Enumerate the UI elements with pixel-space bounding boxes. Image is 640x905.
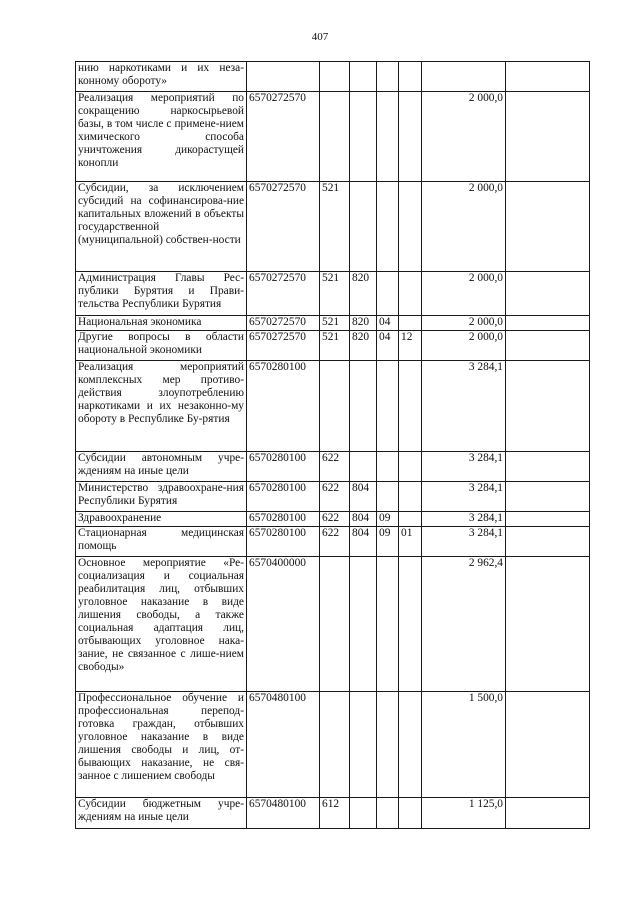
row-name: Субсидии автономным учре-ждениям на иные цели: [76, 452, 247, 482]
row-subsection: [399, 361, 422, 452]
table-row: [76, 272, 590, 316]
row-extra-cell: [506, 557, 590, 692]
row-subsection: [399, 62, 422, 92]
row-extra-cell: [506, 798, 590, 829]
row-expense-type: [320, 92, 350, 182]
row-subsection: [399, 692, 422, 798]
row-code: 6570280100: [247, 482, 320, 512]
row-admin: [350, 557, 377, 692]
row-expense-type: 612: [320, 798, 350, 829]
row-name: Министерство здравоохране-ния Республики Бурятия: [76, 482, 247, 512]
row-subsection: 12: [399, 331, 422, 361]
row-code: 6570280100: [247, 452, 320, 482]
row-expense-type: [320, 361, 350, 452]
row-subsection: [399, 272, 422, 316]
row-expense-type: 622: [320, 482, 350, 512]
row-name: Реализация мероприятий по сокращению наркосырьевой базы, в том числе с примене-нием химического способа уничтожения дикорастущей конопли: [76, 92, 247, 182]
row-subsection: [399, 92, 422, 182]
row-extra-cell: [506, 92, 590, 182]
row-code: 6570400000: [247, 557, 320, 692]
row-name: Стационарная медицинская помощь: [76, 527, 247, 557]
row-subsection: [399, 452, 422, 482]
row-section: [377, 182, 399, 272]
table-row: [76, 692, 590, 798]
row-subsection: [399, 798, 422, 829]
row-name: Основное мероприятие «Ре-социализация и социальная реабилитация лиц, отбывших уголовное наказание в виде лишения свободы, а также социальная адаптация лиц, отбывающих уголовное нака-зание, не связанное с лише-нием свободы»: [76, 557, 247, 692]
row-name: Другие вопросы в области национальной экономики: [76, 331, 247, 361]
row-section: 04: [377, 331, 399, 361]
row-expense-type: [320, 692, 350, 798]
row-admin: 804: [350, 527, 377, 557]
row-extra-cell: [506, 482, 590, 512]
row-sum: 2 000,0: [422, 272, 506, 316]
row-section: 09: [377, 527, 399, 557]
row-admin: 804: [350, 482, 377, 512]
row-expense-type: 521: [320, 272, 350, 316]
row-expense-type: 521: [320, 331, 350, 361]
row-admin: [350, 62, 377, 92]
row-section: [377, 482, 399, 512]
row-section: [377, 62, 399, 92]
row-admin: 820: [350, 316, 377, 331]
row-admin: 804: [350, 512, 377, 527]
row-expense-type: 521: [320, 182, 350, 272]
row-sum: 3 284,1: [422, 452, 506, 482]
row-expense-type: 622: [320, 527, 350, 557]
row-admin: [350, 452, 377, 482]
row-name: Реализация мероприятий комплексных мер противо-действия злоупотреблению наркотиками и их незаконно-му обороту в Республике Бу-рятия: [76, 361, 247, 452]
table-row: [76, 331, 590, 361]
row-subsection: [399, 316, 422, 331]
table-row: [76, 62, 590, 92]
table-row: [76, 361, 590, 452]
row-sum: 2 962,4: [422, 557, 506, 692]
row-subsection: [399, 482, 422, 512]
row-extra-cell: [506, 62, 590, 92]
table-row: [76, 482, 590, 512]
row-sum: 3 284,1: [422, 361, 506, 452]
row-section: [377, 452, 399, 482]
row-extra-cell: [506, 272, 590, 316]
row-sum: 2 000,0: [422, 92, 506, 182]
row-section: [377, 798, 399, 829]
row-extra-cell: [506, 316, 590, 331]
row-name: Субсидии, за исключением субсидий на софинансирова-ние капитальных вложений в объекты государственной (муниципальной) собствен-ности: [76, 182, 247, 272]
row-admin: 820: [350, 331, 377, 361]
table-row: [76, 798, 590, 829]
row-admin: [350, 182, 377, 272]
row-sum: 3 284,1: [422, 527, 506, 557]
row-sum: 3 284,1: [422, 512, 506, 527]
row-code: [247, 62, 320, 92]
row-sum: 3 284,1: [422, 482, 506, 512]
row-code: 6570480100: [247, 798, 320, 829]
row-name: Профессиональное обучение и профессиональная перепод-готовка граждан, отбывших уголовное наказание в виде лишения свободы и лиц, от-бывающих наказание, не свя-занное с лишением свободы: [76, 692, 247, 798]
row-admin: [350, 692, 377, 798]
table-row: [76, 182, 590, 272]
row-admin: 820: [350, 272, 377, 316]
budget-table: [75, 61, 590, 829]
row-expense-type: 622: [320, 452, 350, 482]
row-code: 6570480100: [247, 692, 320, 798]
table-row: [76, 452, 590, 482]
row-extra-cell: [506, 527, 590, 557]
table-row: [76, 316, 590, 331]
row-admin: [350, 92, 377, 182]
row-code: 6570272570: [247, 182, 320, 272]
row-section: 09: [377, 512, 399, 527]
row-section: [377, 92, 399, 182]
row-expense-type: 521: [320, 316, 350, 331]
row-extra-cell: [506, 692, 590, 798]
row-code: 6570272570: [247, 316, 320, 331]
table-row: [76, 557, 590, 692]
row-sum: 2 000,0: [422, 331, 506, 361]
page-number: 407: [311, 31, 329, 43]
row-code: 6570272570: [247, 272, 320, 316]
table-row: [76, 512, 590, 527]
row-name: нию наркотиками и их неза-конному обороту»: [76, 62, 247, 92]
row-extra-cell: [506, 512, 590, 527]
row-sum: 2 000,0: [422, 316, 506, 331]
row-name: Здравоохранение: [76, 512, 247, 527]
row-name: Субсидии бюджетным учре-ждениям на иные цели: [76, 798, 247, 829]
row-section: [377, 361, 399, 452]
row-name: Администрация Главы Рес-публики Бурятия и Прави-тельства Республики Бурятия: [76, 272, 247, 316]
row-expense-type: [320, 62, 350, 92]
row-admin: [350, 361, 377, 452]
row-sum: 2 000,0: [422, 182, 506, 272]
row-extra-cell: [506, 361, 590, 452]
row-code: 6570272570: [247, 92, 320, 182]
row-subsection: [399, 182, 422, 272]
row-section: [377, 692, 399, 798]
row-extra-cell: [506, 182, 590, 272]
row-extra-cell: [506, 331, 590, 361]
row-subsection: 01: [399, 527, 422, 557]
row-code: 6570280100: [247, 512, 320, 527]
row-subsection: [399, 512, 422, 527]
row-extra-cell: [506, 452, 590, 482]
row-sum: 1 125,0: [422, 798, 506, 829]
row-sum: 1 500,0: [422, 692, 506, 798]
row-section: 04: [377, 316, 399, 331]
row-code: 6570280100: [247, 361, 320, 452]
row-admin: [350, 798, 377, 829]
row-subsection: [399, 557, 422, 692]
row-code: 6570272570: [247, 331, 320, 361]
row-code: 6570280100: [247, 527, 320, 557]
table-row: [76, 527, 590, 557]
table-row: [76, 92, 590, 182]
row-name: Национальная экономика: [76, 316, 247, 331]
row-sum: [422, 62, 506, 92]
row-expense-type: 622: [320, 512, 350, 527]
row-section: [377, 557, 399, 692]
row-section: [377, 272, 399, 316]
row-expense-type: [320, 557, 350, 692]
